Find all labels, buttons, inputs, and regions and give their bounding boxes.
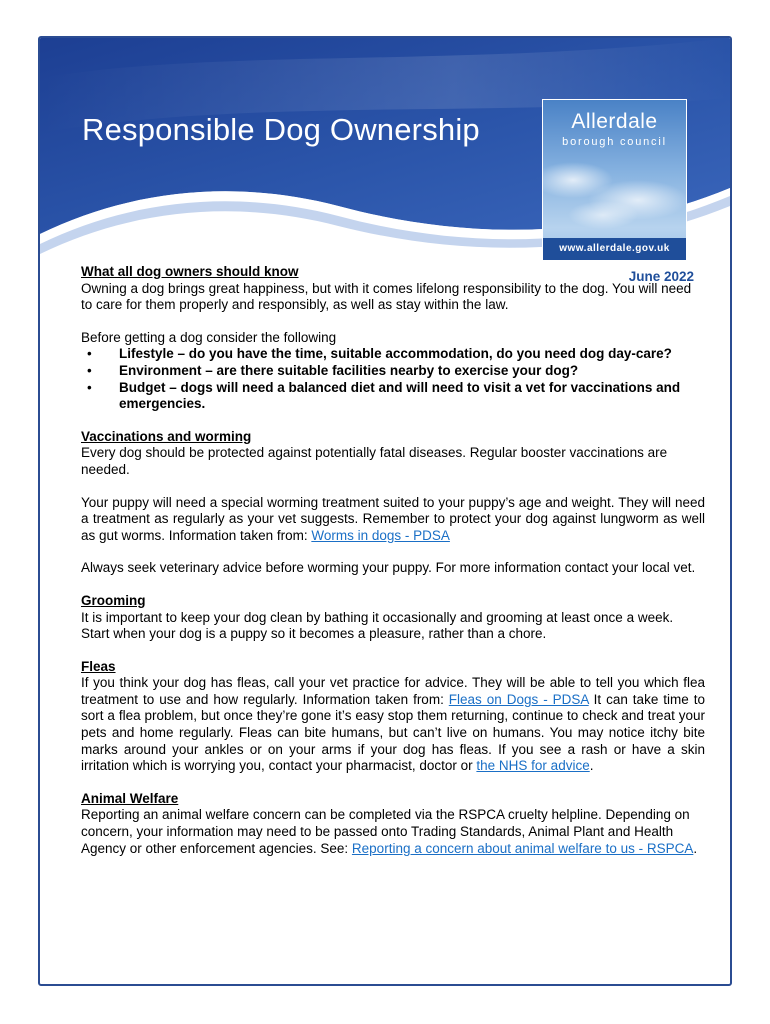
- section-text: It is important to keep your dog clean by bathing it occasionally and grooming at least once a week. Start when your dog is a puppy so it becomes a pleasure, rather than a chore.: [81, 609, 674, 642]
- list-item: • Lifestyle – do you have the time, suitable accommodation, do you need dog day-care?: [81, 346, 705, 363]
- document-body: [81, 264, 705, 873]
- logo-sky-graphic: [543, 150, 686, 230]
- rspca-concern-link[interactable]: Reporting a concern about animal welfare to us - RSPCA: [351, 840, 694, 856]
- section-title: What all dog owners should know: [81, 264, 299, 279]
- page-title: Responsible Dog Ownership: [82, 112, 480, 147]
- list-item: • Environment – are there suitable facilities nearby to exercise your dog?: [81, 363, 705, 380]
- section-text: Always seek veterinary advice before worming your puppy. For more information contact your local vet.: [81, 560, 696, 576]
- section-title: Vaccinations and worming: [81, 428, 252, 444]
- worms-pdsa-link[interactable]: Worms in dogs - PDSA: [311, 527, 450, 543]
- section-vaccinations: [81, 429, 705, 577]
- section-welfare: [81, 791, 705, 857]
- nhs-advice-link[interactable]: the NHS for advice: [476, 758, 590, 774]
- council-logo: [542, 99, 687, 261]
- logo-name: Allerdale: [571, 110, 658, 133]
- section-text: If you think your dog has fleas, call your vet practice for advice. They will be able to tell you which flea treatment to use and how regularly. Information taken from: Fleas on Dogs - PDSA It can take time to sort a flea problem, but once they’re gone it’s easy stop them returning, continue to check and treat your pets and home regularly. Fleas can bite humans, but can’t live on humans. You may notice itchy bite marks around your ankles or on your arms if your dog has fleas. If you see a rash or have a skin irritation which is worrying you, contact your pharmacist, doctor or the NHS for advice.: [81, 675, 705, 774]
- section-grooming: [81, 593, 705, 643]
- section-text: Owning a dog brings great happiness, but with it comes lifelong responsibility to the dog. You will need to care for them properly and responsibly, as well as stay within the law.: [81, 280, 692, 313]
- logo-subtitle: borough council: [562, 136, 667, 148]
- section-text: Your puppy will need a special worming treatment suited to your puppy’s age and weight. They will need a treatment as regularly as your vet suggests. Remember to protect your dog against lungworm as well as gut worms. Information taken from: Worms in dogs - PDSA: [81, 494, 705, 543]
- section-text: Before getting a dog consider the following: [81, 329, 337, 345]
- list-item: • Budget – dogs will need a balanced diet and will need to visit a vet for vaccinations and emergencies.: [81, 380, 705, 413]
- section-text: Every dog should be protected against potentially fatal diseases. Regular booster vaccinations are needed.: [81, 445, 668, 477]
- section-title: Fleas: [81, 658, 116, 674]
- section-fleas: [81, 659, 705, 775]
- fleas-pdsa-link[interactable]: Fleas on Dogs - PDSA: [448, 691, 589, 707]
- section-title: Grooming: [81, 592, 146, 608]
- section-text: Reporting an animal welfare concern can be completed via the RSPCA cruelty helpline. Depending on concern, your information may need to be passed onto Trading Standards, Animal Plant and Health Agency or other enforcement agencies. See: Reporting a concern about animal welfare to us - RSPCA.: [81, 807, 698, 856]
- logo-url: www.allerdale.gov.uk: [543, 238, 686, 260]
- consideration-list: [81, 346, 705, 412]
- section-title: Animal Welfare: [81, 790, 179, 806]
- document-date: June 2022: [628, 269, 694, 284]
- section-owners: [81, 264, 705, 413]
